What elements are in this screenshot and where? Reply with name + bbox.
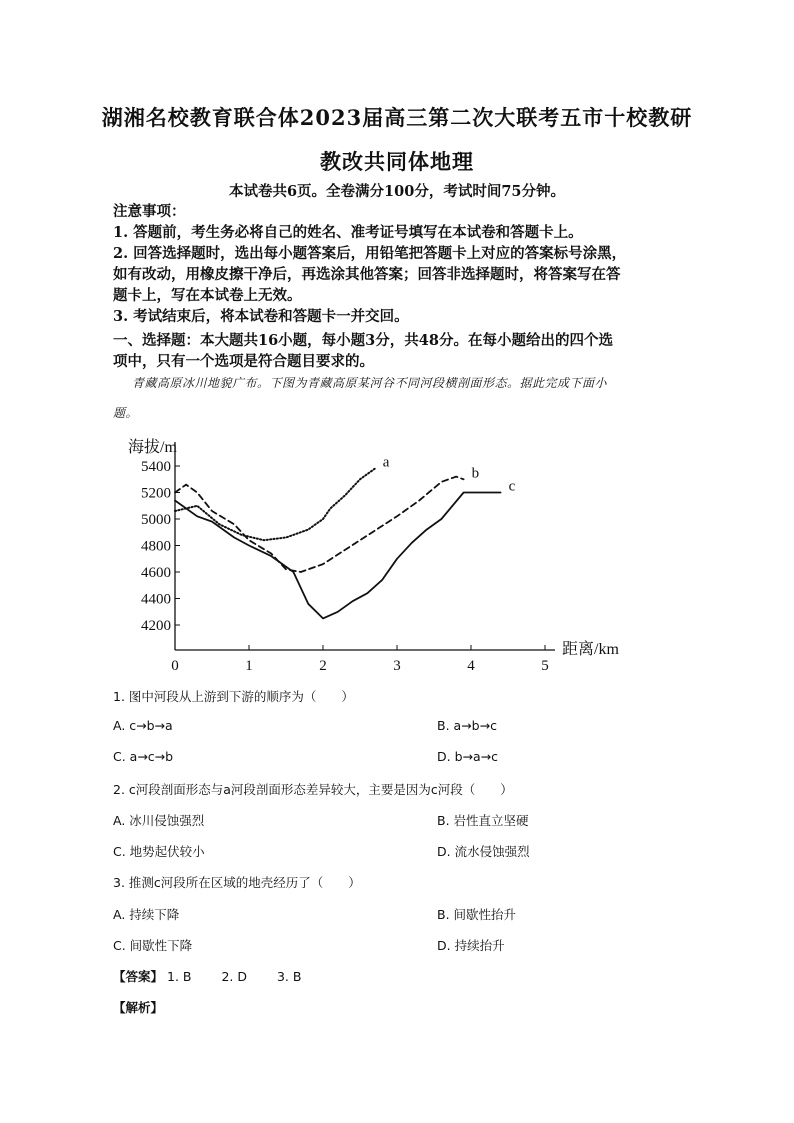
question-1-stem: 1. 图中河段从上游到下游的顺序为（ ） [113,689,354,704]
question-1-option-a: A. c→b→a [113,718,173,733]
series-label-a: a [382,454,390,471]
chart-ticks [141,459,549,674]
notice-line-1: 1. 答题前，考生务必将自己的姓名、准考证号填写在本试卷和答题卡上。 [113,224,583,241]
x-tick-label-5: 5 [541,658,549,674]
analysis-label: 【解析】 [113,1000,164,1015]
y-tick-label-4400: 4400 [141,591,171,608]
y-tick-label-5000: 5000 [141,512,171,528]
series-label-b: b [471,465,480,482]
section-heading-line-1: 一、选择题：本大题共16小题，每小题3分，共48分。在每小题给出的四个选 [113,332,613,349]
y-tick-label-5400: 5400 [141,459,171,475]
notice-line-4: 题卡上，写在本试卷上无效。 [113,287,302,304]
page-title-line-1: 湖湘名校教育联合体2023届高三第二次大联考五市十校教研 [101,105,693,130]
notice-line-3: 如有改动，用橡皮擦干净后，再选涂其他答案；回答非选择题时，将答案写在答 [113,266,621,283]
x-tick-label-1: 1 [245,658,253,674]
notice-heading: 注意事项： [113,203,186,220]
question-2-option-c: C. 地势起伏较小 [113,844,205,859]
answer-3: 3. B [276,969,302,984]
answer-line [113,967,301,985]
question-3-option-d: D. 持续抬升 [437,938,505,953]
chart-labels [128,438,619,658]
question-2-option-a: A. 冰川侵蚀强烈 [113,813,205,828]
question-1-option-d: D. b→a→c [437,749,498,764]
answer-2: 2. D [221,969,247,984]
question-3-option-a: A. 持续下降 [113,907,180,922]
page-title-line-2: 教改共同体地理 [320,149,474,174]
river-profile-chart [110,428,650,683]
question-3-option-b: B. 间歇性抬升 [437,907,517,922]
exam-info: 本试卷共6页。全卷满分100分，考试时间75分钟。 [228,183,566,200]
x-tick-label-2: 2 [319,658,327,674]
y-axis-label: 海拔/m [128,439,177,456]
answer-label: 【答案】 [113,969,164,984]
x-tick-label-0: 0 [171,658,179,674]
intro-line-1: 青藏高原冰川地貌广布。下图为青藏高原某河谷不同河段横剖面形态。据此完成下面小 [132,376,608,390]
question-1-option-b: B. a→b→c [437,718,497,733]
question-1-option-c: C. a→c→b [113,749,174,764]
y-tick-label-4600: 4600 [141,565,171,581]
x-tick-label-4: 4 [467,658,475,674]
y-tick-label-4800: 4800 [141,538,171,555]
question-2-stem: 2. c河段剖面形态与a河段剖面形态差异较大，主要是因为c河段（ ） [113,782,513,797]
series-line-a [175,469,375,541]
notice-line-2: 2. 回答选择题时，选出每小题答案后，用铅笔把答题卡上对应的答案标号涂黑， [113,245,627,262]
chart-series [175,469,501,619]
question-3-stem: 3. 推测c河段所在区域的地壳经历了（ ） [113,875,361,890]
answer-1: 1. B [167,969,192,984]
question-2-option-d: D. 流水侵蚀强烈 [437,844,530,859]
notice-line-5: 3. 考试结束后，将本试卷和答题卡一并交回。 [113,308,409,325]
notice-block [113,201,693,372]
y-tick-label-4200: 4200 [141,618,171,634]
y-tick-label-5200: 5200 [141,485,171,502]
intro-line-2: 题。 [113,406,139,420]
section-heading-line-2: 项中，只有一个选项是符合题目要求的。 [113,353,374,370]
x-tick-label-3: 3 [393,658,401,674]
series-label-c: c [508,478,516,495]
question-2-option-b: B. 岩性直立坚硬 [437,813,529,828]
x-axis-label: 距离/km [562,641,619,658]
question-3-option-c: C. 间歇性下降 [113,938,193,953]
chart-axes [175,442,555,650]
